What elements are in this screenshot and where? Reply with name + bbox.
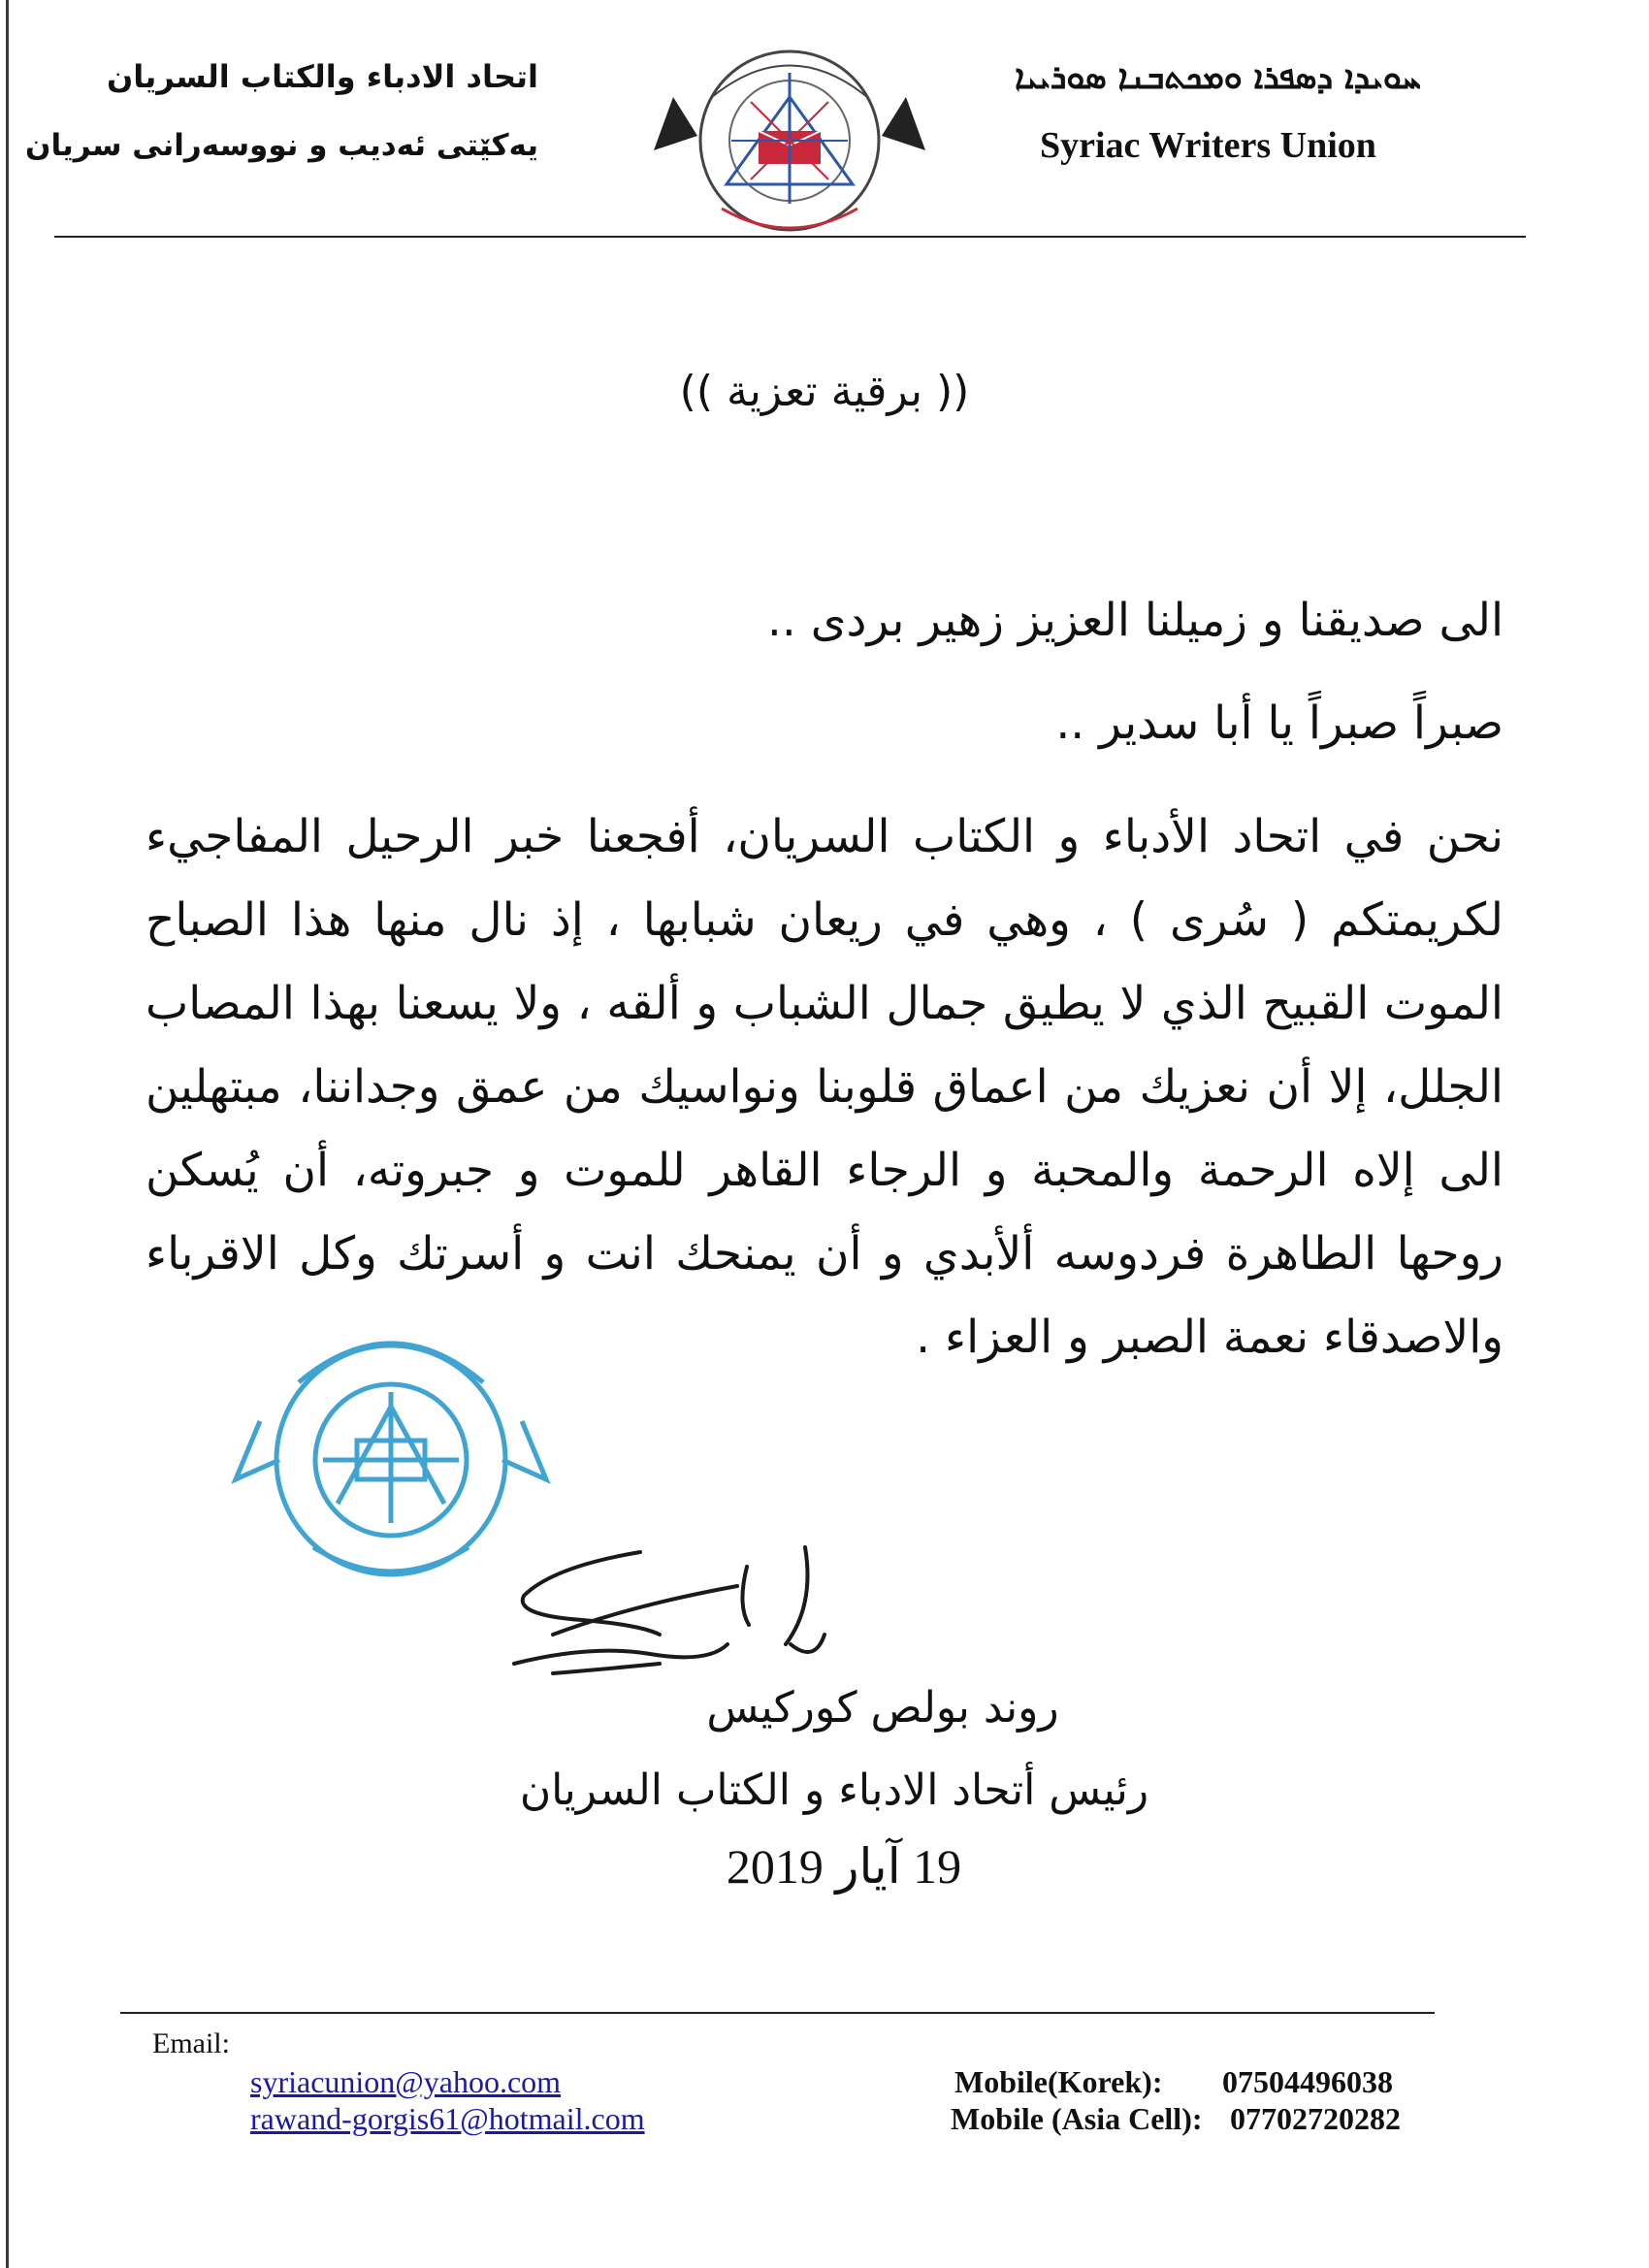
header-syriac-name: ܚܘܝܕܐ ܕܣܦܪܐ ܘܡܟܬܒܢܐ ܣܘܪܝܝܐ <box>1015 58 1421 97</box>
email-link-hotmail[interactable]: rawand-gorgis61@hotmail.com <box>250 2101 645 2136</box>
email-link-yahoo[interactable]: syriacunion@yahoo.com <box>250 2064 562 2099</box>
mobile-asiacell-label: Mobile (Asia Cell): <box>951 2101 1203 2136</box>
header-arabic-name: اتحاد الادباء والكتاب السريان <box>106 58 538 95</box>
scan-edge <box>6 0 9 2268</box>
signatory-name: روند بولص كوركيس <box>706 1683 1059 1733</box>
mobile-asiacell-number: 07702720282 <box>1230 2101 1401 2136</box>
header-divider <box>54 236 1526 238</box>
footer-divider <box>120 2012 1435 2014</box>
handwritten-signature <box>495 1528 902 1693</box>
header-english-name: Syriac Writers Union <box>1040 125 1376 166</box>
mobile-korek-label: Mobile(Korek): <box>954 2064 1163 2099</box>
letter-body: نحن في اتحاد الأدباء و الكتاب السريان، أفجعنا خبر الرحيل المفاجيء لكريمتكم ( سُرى ) ، وهي في ريعان شبابها ، إذ نال منها هذا الصباح الموت القبيح الذي لا يطيق جمال الشباب و ألقه ، ولا يسعنا بهذا المصاب الجلل، إلا أن نعزيك من اعماق قلوبنا ونواسيك من عمق وجداننا، مبتهلين الى إلاه الرحمة والمحبة و الرجاء القاهر للموت و جبروته، أن يُسكن روحها الطاهرة فردوسه ألأبدي و أن يمنحك انت و أسرتك وكل الاقرباء والاصدقاء نعمة الصبر و العزاء . <box>146 810 1504 1364</box>
letter-date: 19 آيار 2019 <box>726 1839 962 1894</box>
letter-greeting: الى صديقنا و زميلنا العزيز زهير بردى .. <box>766 594 1504 647</box>
union-logo <box>654 39 925 233</box>
mobile-korek-number: 07504496038 <box>1222 2064 1393 2099</box>
header-kurdish-name: یەکێتی ئەدیب و نووسەرانی سریان <box>25 128 538 163</box>
letter-title: (( برقية تعزية )) <box>679 367 970 416</box>
letter-patience-line: صبراً صبراً يا أبا سدير .. <box>1055 697 1504 750</box>
signatory-role: رئيس أتحاد الادباء و الكتاب السريان <box>519 1766 1149 1815</box>
email-label: Email: <box>152 2027 230 2059</box>
